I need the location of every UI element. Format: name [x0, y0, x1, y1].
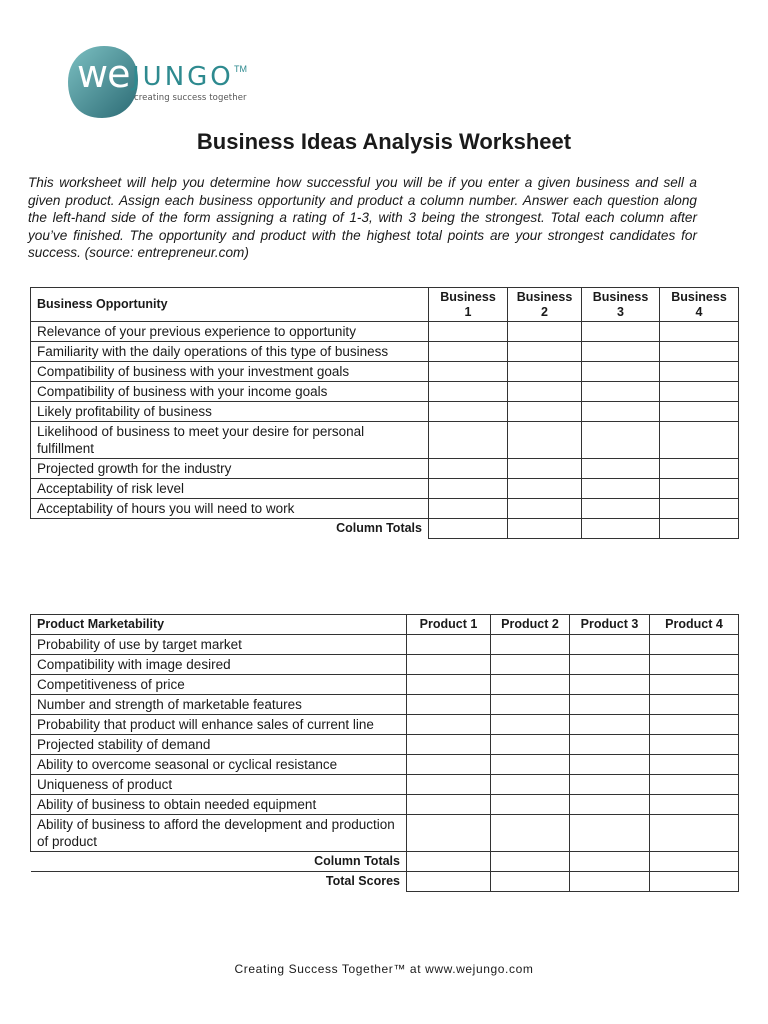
- rating-cell[interactable]: [508, 459, 582, 479]
- criterion-label: Number and strength of marketable features: [31, 695, 407, 715]
- business-column-header: [660, 288, 739, 322]
- rating-cell[interactable]: [407, 695, 491, 715]
- criterion-label: Compatibility with image desired: [31, 655, 407, 675]
- criterion-label: Compatibility of business with your investment goals: [31, 362, 429, 382]
- table-row: [31, 422, 739, 459]
- rating-cell[interactable]: [508, 382, 582, 402]
- column-totals-label: Column Totals: [31, 519, 429, 539]
- rating-cell[interactable]: [407, 735, 491, 755]
- rating-cell[interactable]: [570, 695, 650, 715]
- product-header-row: [31, 615, 739, 635]
- criterion-label: Acceptability of hours you will need to work: [31, 499, 429, 519]
- criterion-label: Likelihood of business to meet your desire for personal fulfillment: [31, 422, 429, 459]
- rating-cell[interactable]: [407, 775, 491, 795]
- rating-cell[interactable]: [407, 675, 491, 695]
- rating-cell[interactable]: [429, 322, 508, 342]
- rating-cell[interactable]: [491, 815, 570, 852]
- rating-cell[interactable]: [570, 755, 650, 775]
- rating-cell[interactable]: [508, 422, 582, 459]
- product-column-header: Product 4: [650, 615, 739, 635]
- rating-cell[interactable]: [650, 815, 739, 852]
- rating-cell[interactable]: [407, 755, 491, 775]
- total-scores-cell[interactable]: [570, 872, 650, 892]
- business-header-row: [31, 288, 739, 322]
- logo-tagline: creating success together: [134, 93, 247, 103]
- intro-paragraph: This worksheet will help you determine how successful you will be if you enter a given business and sell a given product. Assign each business opportunity and product a column number. Answer each question along the left-hand side of the form assigning a rating of 1-3, with 3 being the strongest. Total each column after you’ve finished. The opportunity and product with the highest total points are your strongest candidates for success. (source: entrepreneur.com): [28, 175, 697, 261]
- table-row: [31, 755, 739, 775]
- rating-cell[interactable]: [660, 422, 739, 459]
- rating-cell[interactable]: [429, 422, 508, 459]
- criterion-label: Ability of business to obtain needed equipment: [31, 795, 407, 815]
- column-header-line2: 2: [541, 304, 548, 319]
- rating-cell[interactable]: [429, 362, 508, 382]
- criterion-label: Uniqueness of product: [31, 775, 407, 795]
- table-row: [31, 342, 739, 362]
- table-row: [31, 635, 739, 655]
- wejungo-logo: [64, 44, 264, 120]
- rating-cell[interactable]: [660, 362, 739, 382]
- rating-cell[interactable]: [660, 459, 739, 479]
- rating-cell[interactable]: [582, 362, 660, 382]
- rating-cell[interactable]: [582, 382, 660, 402]
- business-column-header: [429, 288, 508, 322]
- criterion-label: Ability to overcome seasonal or cyclical resistance: [31, 755, 407, 775]
- table-row: [31, 775, 739, 795]
- rating-cell[interactable]: [660, 322, 739, 342]
- rating-cell[interactable]: [650, 755, 739, 775]
- product-marketability-header: Product Marketability: [31, 615, 407, 635]
- column-totals-row: [31, 519, 739, 539]
- column-header-line1: Business: [440, 289, 496, 304]
- total-scores-cell[interactable]: [650, 872, 739, 892]
- rating-cell[interactable]: [570, 735, 650, 755]
- column-header-line1: Business: [592, 289, 649, 304]
- rating-cell[interactable]: [570, 675, 650, 695]
- table-row: [31, 695, 739, 715]
- rating-cell[interactable]: [491, 755, 570, 775]
- table-row: [31, 795, 739, 815]
- criterion-label: Compatibility of business with your income goals: [31, 382, 429, 402]
- rating-cell[interactable]: [407, 815, 491, 852]
- rating-cell[interactable]: [508, 322, 582, 342]
- column-totals-cell[interactable]: [660, 519, 739, 539]
- criterion-label: Relevance of your previous experience to opportunity: [31, 322, 429, 342]
- rating-cell[interactable]: [582, 499, 660, 519]
- table-row: [31, 459, 739, 479]
- rating-cell[interactable]: [491, 635, 570, 655]
- rating-cell[interactable]: [429, 499, 508, 519]
- rating-cell[interactable]: [491, 695, 570, 715]
- criterion-label: Probability of use by target market: [31, 635, 407, 655]
- worksheet-title: Business Ideas Analysis Worksheet: [196, 129, 572, 154]
- table-row: [31, 655, 739, 675]
- table-row: [31, 322, 739, 342]
- rating-cell[interactable]: [650, 635, 739, 655]
- rating-cell[interactable]: [407, 715, 491, 735]
- table-row: [31, 362, 739, 382]
- rating-cell[interactable]: [650, 715, 739, 735]
- rating-cell[interactable]: [429, 382, 508, 402]
- business-column-header: [582, 288, 660, 322]
- rating-cell[interactable]: [650, 775, 739, 795]
- rating-cell[interactable]: [570, 715, 650, 735]
- total-scores-cell[interactable]: [407, 872, 491, 892]
- total-scores-label: Total Scores: [31, 872, 407, 892]
- rating-cell[interactable]: [660, 402, 739, 422]
- rating-cell[interactable]: [491, 795, 570, 815]
- rating-cell[interactable]: [429, 459, 508, 479]
- product-marketability-table: [30, 614, 739, 892]
- footer-text: Creating Success Together™ at www.wejungo.com: [234, 962, 534, 976]
- logo-tm-text: TM: [234, 64, 247, 74]
- product-column-header: Product 3: [570, 615, 650, 635]
- column-totals-cell[interactable]: [429, 519, 508, 539]
- rating-cell[interactable]: [508, 402, 582, 422]
- column-totals-row: [31, 852, 739, 872]
- column-totals-label: Column Totals: [31, 852, 407, 872]
- table-row: [31, 479, 739, 499]
- product-column-header: Product 2: [491, 615, 570, 635]
- rating-cell[interactable]: [491, 735, 570, 755]
- logo-jungo-text: JUNGO: [132, 62, 234, 92]
- rating-cell[interactable]: [491, 775, 570, 795]
- total-scores-row: [31, 872, 739, 892]
- table-row: [31, 675, 739, 695]
- rating-cell[interactable]: [650, 795, 739, 815]
- column-header-line1: Business: [671, 289, 727, 304]
- criterion-label: Projected growth for the industry: [31, 459, 429, 479]
- rating-cell[interactable]: [660, 479, 739, 499]
- rating-cell[interactable]: [407, 655, 491, 675]
- rating-cell[interactable]: [582, 459, 660, 479]
- rating-cell[interactable]: [582, 342, 660, 362]
- rating-cell[interactable]: [570, 815, 650, 852]
- rating-cell[interactable]: [650, 695, 739, 715]
- logo-we-text: we: [77, 52, 130, 96]
- column-totals-cell[interactable]: [582, 519, 660, 539]
- criterion-label: Projected stability of demand: [31, 735, 407, 755]
- business-opportunity-header: Business Opportunity: [31, 288, 429, 322]
- rating-cell[interactable]: [508, 362, 582, 382]
- column-header-line2: 3: [617, 304, 624, 319]
- business-opportunity-table: [30, 287, 739, 539]
- rating-cell[interactable]: [660, 382, 739, 402]
- criterion-label: Likely profitability of business: [31, 402, 429, 422]
- rating-cell[interactable]: [570, 635, 650, 655]
- table-row: [31, 382, 739, 402]
- table-row: [31, 735, 739, 755]
- rating-cell[interactable]: [570, 655, 650, 675]
- rating-cell[interactable]: [650, 735, 739, 755]
- rating-cell[interactable]: [429, 402, 508, 422]
- rating-cell[interactable]: [582, 479, 660, 499]
- rating-cell[interactable]: [660, 342, 739, 362]
- rating-cell[interactable]: [491, 675, 570, 695]
- column-header-line2: 1: [464, 304, 472, 319]
- rating-cell[interactable]: [508, 499, 582, 519]
- column-totals-cell[interactable]: [508, 519, 582, 539]
- criterion-label: Acceptability of risk level: [31, 479, 429, 499]
- rating-cell[interactable]: [508, 479, 582, 499]
- criterion-label: Competitiveness of price: [31, 675, 407, 695]
- column-totals-cell[interactable]: [407, 852, 491, 872]
- product-column-header: Product 1: [407, 615, 491, 635]
- rating-cell[interactable]: [582, 322, 660, 342]
- column-totals-cell[interactable]: [570, 852, 650, 872]
- rating-cell[interactable]: [491, 715, 570, 735]
- criterion-label: Ability of business to afford the development and production of product: [31, 815, 407, 852]
- rating-cell[interactable]: [660, 499, 739, 519]
- criterion-label: Familiarity with the daily operations of this type of business: [31, 342, 429, 362]
- rating-cell[interactable]: [407, 795, 491, 815]
- rating-cell[interactable]: [582, 402, 660, 422]
- table-row: [31, 815, 739, 852]
- rating-cell[interactable]: [570, 795, 650, 815]
- rating-cell[interactable]: [582, 422, 660, 459]
- table-row: [31, 715, 739, 735]
- rating-cell[interactable]: [429, 479, 508, 499]
- rating-cell[interactable]: [407, 635, 491, 655]
- rating-cell[interactable]: [508, 342, 582, 362]
- rating-cell[interactable]: [491, 655, 570, 675]
- column-totals-cell[interactable]: [650, 852, 739, 872]
- total-scores-cell[interactable]: [491, 872, 570, 892]
- column-totals-cell[interactable]: [491, 852, 570, 872]
- business-column-header: [508, 288, 582, 322]
- rating-cell[interactable]: [429, 342, 508, 362]
- rating-cell[interactable]: [650, 675, 739, 695]
- column-header-line1: Business: [516, 289, 573, 304]
- table-row: [31, 499, 739, 519]
- criterion-label: Probability that product will enhance sales of current line: [31, 715, 407, 735]
- rating-cell[interactable]: [570, 775, 650, 795]
- rating-cell[interactable]: [650, 655, 739, 675]
- table-row: [31, 402, 739, 422]
- column-header-line2: 4: [695, 304, 703, 319]
